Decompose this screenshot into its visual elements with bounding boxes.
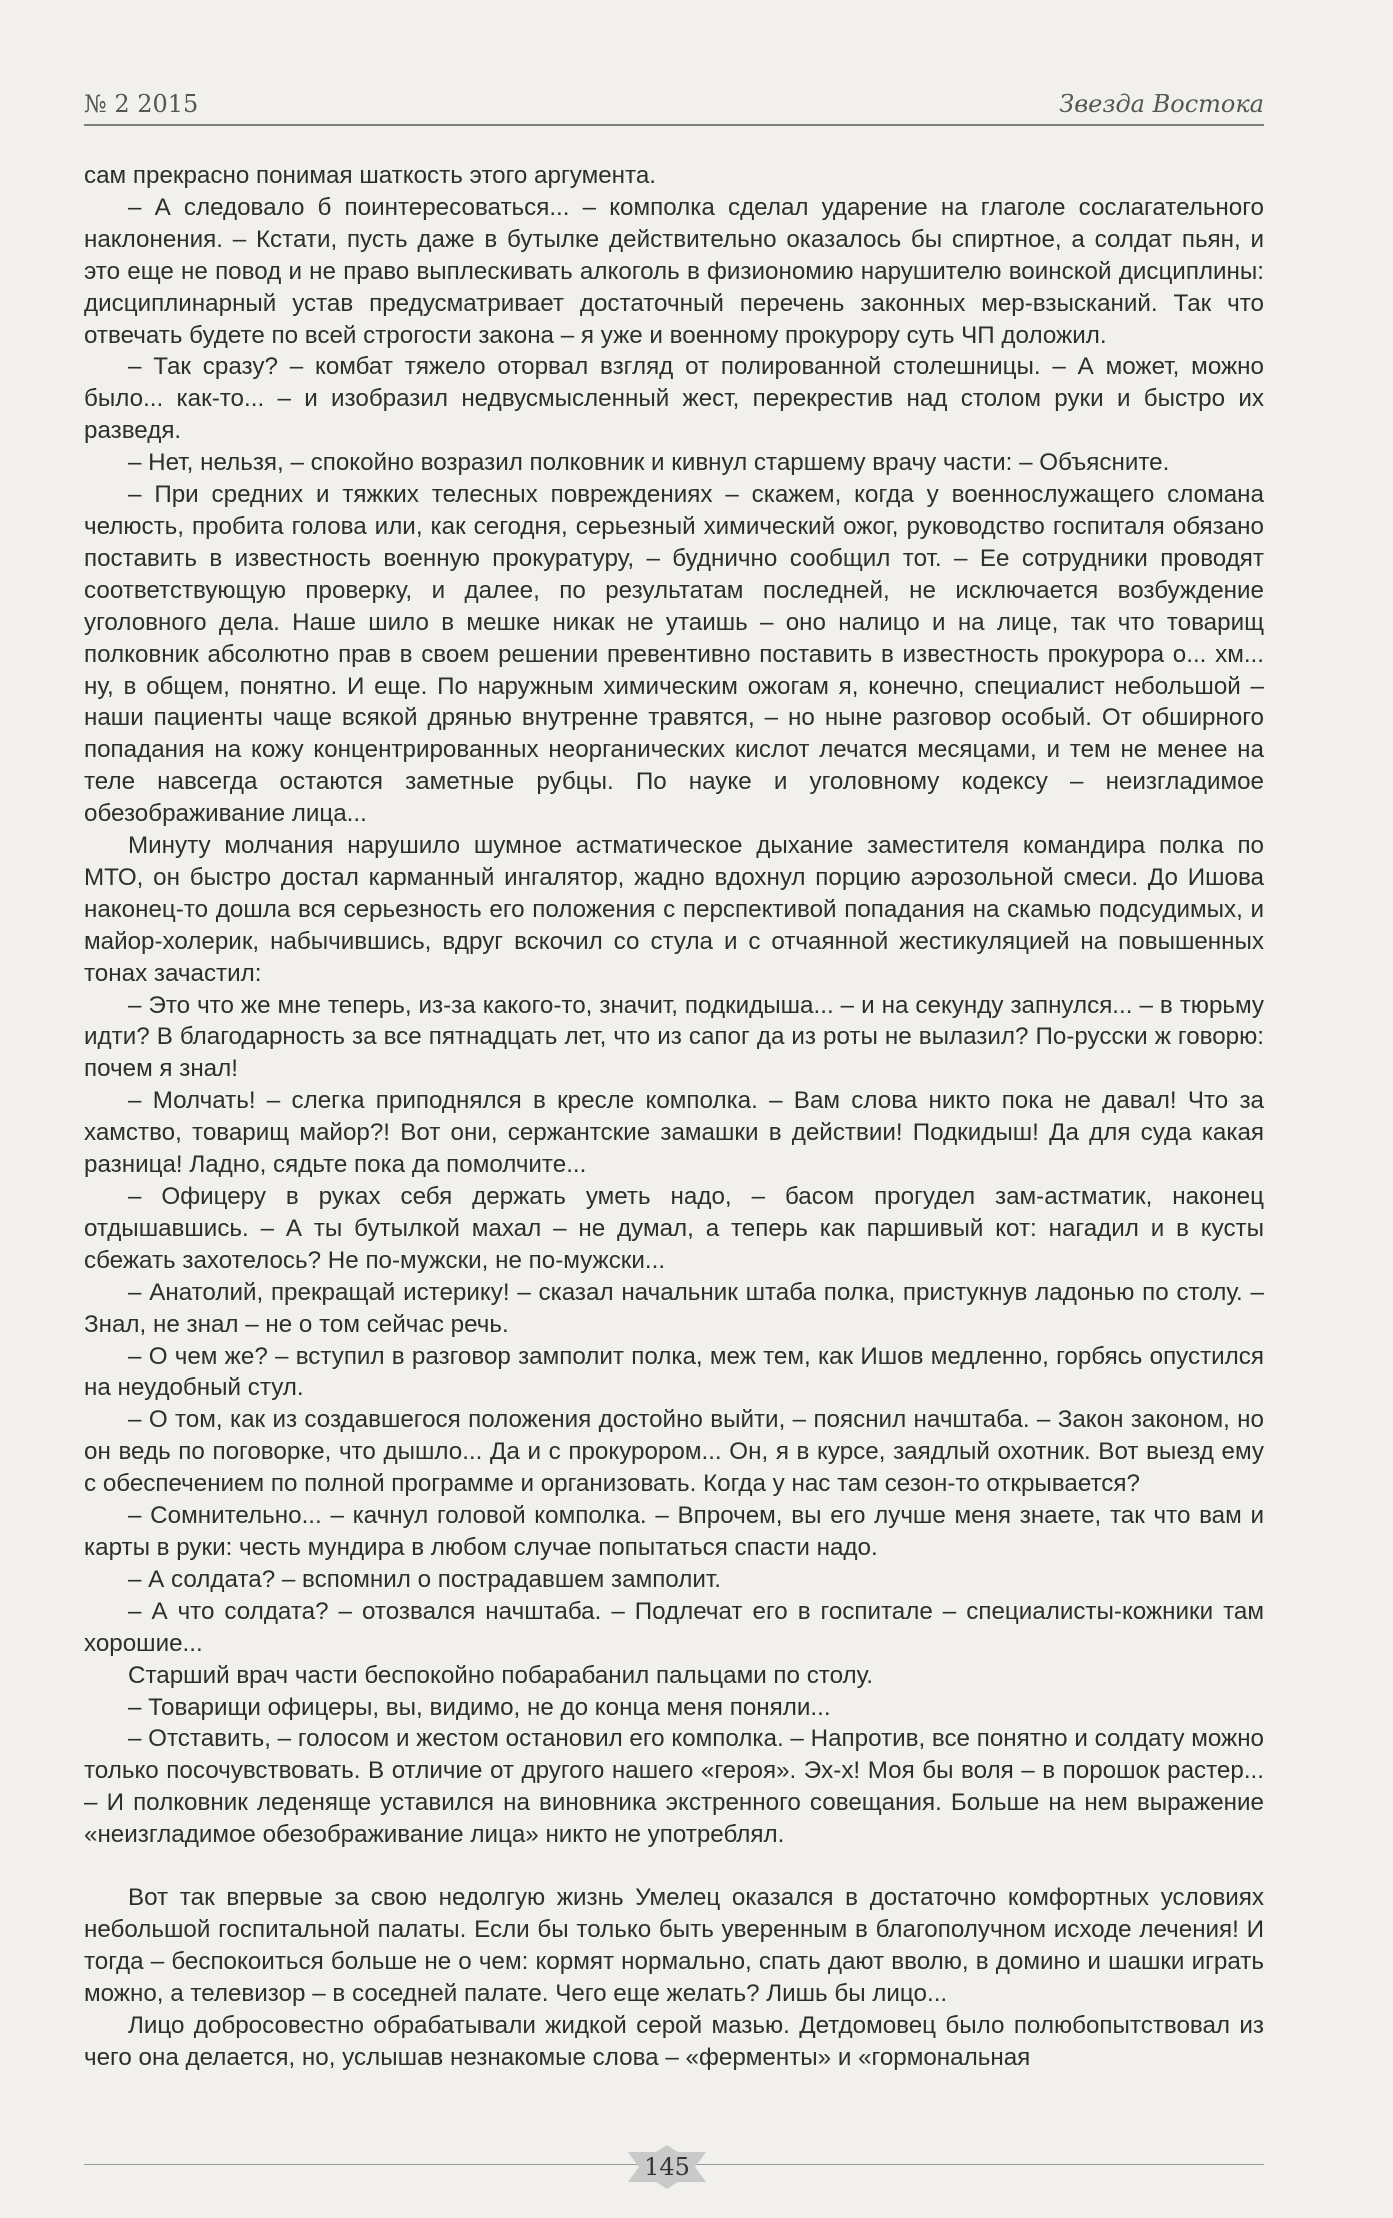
paragraph: сам прекрасно понимая шаткость этого аргумента.	[84, 162, 657, 189]
paragraph: – При средних и тяжких телесных повреждениях – скажем, когда у военнослужащего сломана челюсть, пробита голова или, как сегодня, серьезный химический ожог, руководство госпиталя обязано поставить в известность военную прокуратуру, – буднично сообщил тот. – Ее сотрудники проводят соответствующую проверку, и далее, по результатам последней, не исключается возбуждение уголовного дела. Наше шило в мешке никак не утаишь – оно налицо и на лице, так что товарищ полковник абсолютно прав в своем решении превентивно поставить в известность прокурора о... хм... ну, в общем, понятно. И еще. По наружным химическим ожогам я, конечно, специалист небольшой – наши пациенты чаще всякой дрянью внутренне травятся, – но ныне разговор особый. От обширного попадания на кожу концентрированных неорганических кислот лечатся месяцами, и тем не менее на теле навсегда остаются заметные рубцы. По науке и уголовному кодексу – неизгладимое обезображивание лица...	[84, 481, 1264, 828]
page-footer	[0, 2145, 1393, 2218]
paragraph: – Нет, нельзя, – спокойно возразил полковник и кивнул старшему врачу части: – Объясните.	[128, 449, 1170, 477]
paragraph: – А следовало б поинтересоваться... – комполка сделал ударение на глаголе сослагательного наклонения. – Кстати, пусть даже в бутылке действительно оказалось бы спиртное, а солдат пьян, и это еще не повод и не право выплескивать алкоголь в физиономию нарушителю воинской дисциплины: дисциплинарный устав предусматривает достаточный перечень законных мер-взысканий. Так что отвечать будете по всей строгости закона – я уже и военному прокурору суть ЧП доложил.	[84, 193, 1264, 349]
issue-number: № 2 2015	[84, 90, 199, 118]
paragraph: Вот так впервые за свою недолгую жизнь Умелец оказался в достаточно комфортных условиях небольшой госпитальной палаты. Если бы только быть уверенным в благополучном исходе лечения! И тогда – беспокоиться больше не о чем: кормят нормально, спать дают вволю, в домино и шашки играть можно, а телевизор – в соседней палате. Чего еще желать? Лишь бы лицо...	[84, 1884, 1264, 2007]
page-number: 145	[644, 2153, 690, 2181]
header-rule	[84, 124, 1264, 126]
paragraph: – Это что же мне теперь, из-за какого-то, значит, подкидыша... – и на секунду запнулся... – в тюрьму идти? В благодарность за все пятнадцать лет, что из сапог да из роты не вылазил? По-русски ж говорю: почем я знал!	[84, 991, 1264, 1083]
paragraph: Лицо добросовестно обрабатывали жидкой серой мазью. Детдомовец было полюбопытствовал из чего она делается, но, услышав незнакомые слова – «ферменты» и «гормональная	[84, 2011, 1264, 2071]
paragraph: Минуту молчания нарушило шумное астматическое дыхание заместителя командира полка по МТО, он быстро достал карманный ингалятор, жадно вдохнул порцию аэрозольной смеси. До Ишова наконец-то дошла вся серьезность его положения с перспективой попадания на скамью подсудимых, и майор-холерик, набычившись, вдруг вскочил со стула и с отчаянной жестикуляцией на повышенных тонах зачастил:	[84, 832, 1264, 987]
paragraph: – Так сразу? – комбат тяжело оторвал взгляд от полированной столешницы. – А может, можно было... как-то... – и изобразил недвусмысленный жест, перекрестив над столом руки и быстро их разведя.	[84, 353, 1264, 445]
paragraph: – Отставить, – голосом и жестом остановил его комполка. – Напротив, все понятно и солдату можно только посочувствовать. В отличие от другого нашего «героя». Эх-х! Моя бы воля – в порошок растер... – И полковник леденяще уставился на виновника экстренного совещания. Больше на нем выражение «неизгладимое обезображивание лица» никто не употреблял.	[84, 1725, 1264, 1849]
paragraph: – Товарищи офицеры, вы, видимо, не до конца меня поняли...	[128, 1693, 831, 1721]
paragraph: – А солдата? – вспомнил о пострадавшем замполит.	[128, 1565, 721, 1593]
journal-title: Звезда Востока	[1059, 90, 1264, 118]
paragraph: – Сомнительно... – качнул головой комполка. – Впрочем, вы его лучше меня знаете, так что вам и карты в руки: честь мундира в любом случае попытаться спасти надо.	[84, 1502, 1264, 1561]
paragraph: Старший врач части беспокойно побарабанил пальцами по столу.	[128, 1661, 874, 1689]
paragraph: – Анатолий, прекращай истерику! – сказал начальник штаба полка, пристукнув ладонью по столу. – Знал, не знал – не о том сейчас речь.	[84, 1278, 1264, 1338]
paragraph: – Офицеру в руках себя держать уметь надо, – басом прогудел зам-астматик, наконец отдышавшись. – А ты бутылкой махал – не думал, а теперь как паршивый кот: нагадил и в кусты сбежать захотелось? Не по-мужски, не по-мужски...	[84, 1183, 1264, 1274]
paragraph: – А что солдата? – отозвался начштаба. – Подлечат его в госпитале – специалисты-кожники там хорошие...	[84, 1597, 1264, 1657]
article-body	[84, 160, 1264, 2071]
running-header	[84, 88, 1264, 122]
paragraph: – О чем же? – вступил в разговор замполит полка, меж тем, как Ишов медленно, горбясь опустился на неудобный стул.	[84, 1342, 1264, 1402]
paragraph: – Молчать! – слегка приподнялся в кресле комполка. – Вам слова никто пока не давал! Что за хамство, товарищ майор?! Вот они, сержантские замашки в действии! Подкидыш! Да для суда какая разница! Ладно, сядьте пока да помолчите...	[84, 1087, 1264, 1179]
paragraph: – О том, как из создавшегося положения достойно выйти, – пояснил начштаба. – Закон законом, но он ведь по поговорке, что дышло... Да и с прокурором... Он, я в курсе, заядлый охотник. Вот выезд ему с обеспечением по полной программе и организовать. Когда у нас там сезон-то открывается?	[84, 1406, 1264, 1498]
